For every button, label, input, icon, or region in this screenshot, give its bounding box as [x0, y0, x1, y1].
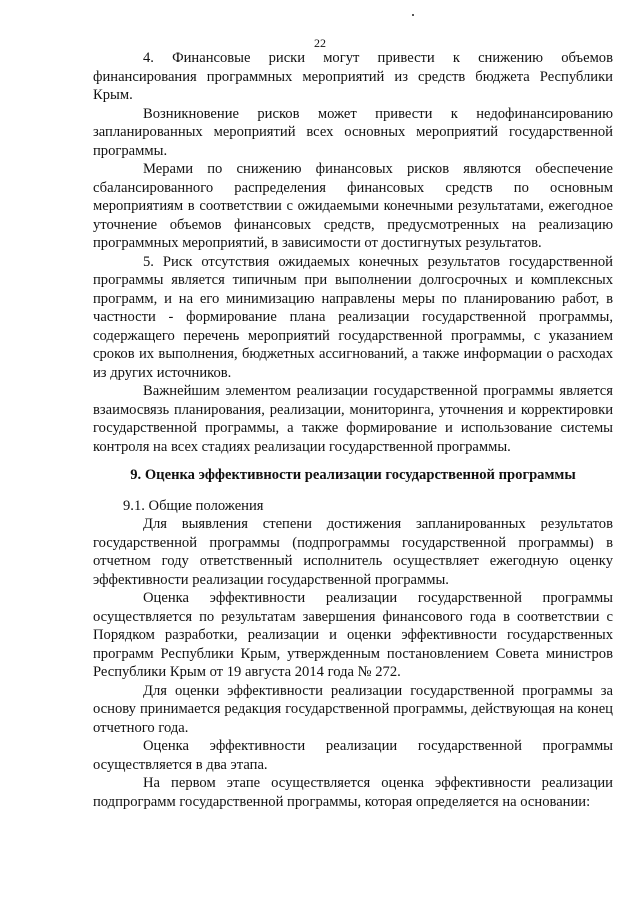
- scan-speck: [412, 14, 414, 16]
- paragraph-program-edition: Для оценки эффективности реализации государственной программы за основу принимается редакция государственной программы, действующая на конец отчетного года.: [93, 682, 613, 736]
- page-number: 22: [314, 36, 326, 50]
- section-heading: 9. Оценка эффективности реализации государственной программы: [130, 467, 576, 483]
- paragraph-key-element: Важнейшим элементом реализации государственной программы является взаимосвязь планирования, реализации, мониторинга, уточнения и корректировки государственной программы, а также формирование и использование системы контроля на всех стадиях реализации государственной программы.: [93, 383, 613, 455]
- paragraph-assessment-basis: Оценка эффективности реализации государственной программы осуществляется по результатам завершения финансового года в соответствии с Порядком разработки, реализации и оценки эффективности государственных программ Республики Крым, утвержденным постановлением Совета министров Республики Крым от 19 августа 2014 года № 272.: [93, 590, 613, 680]
- paragraph-risk-occurrence: Возникновение рисков может привести к недофинансированию запланированных мероприятий всех основных мероприятий государственной программы.: [93, 105, 613, 159]
- paragraph-risk-mitigation: Мерами по снижению финансовых рисков являются обеспечение сбалансированного распределения финансовых средств по основным мероприятиям в соответствии с ожидаемыми конечными результатами, ежегодное уточнение объемов финансовых средств, предусмотренных на реализацию программных мероприятий, в зависимости от достигнутых результатов.: [93, 161, 613, 251]
- page-content: [93, 49, 613, 811]
- paragraph-results-risk: 5. Риск отсутствия ожидаемых конечных результатов государственной программы является типичным при выполнении долгосрочных и комплексных программ, и на его минимизацию направлены меры по планированию работ, в частности - формирование плана реализации государственной программы, содержащего перечень мероприятий государственной программы, с указанием сроков их выполнения, бюджетных ассигнований, а также информации о расходах из других источников.: [93, 253, 613, 381]
- paragraph-financial-risks: 4. Финансовые риски могут привести к снижению объемов финансирования программных мероприятий из средств бюджета Республики Крым.: [93, 50, 613, 103]
- paragraph-annual-assessment: Для выявления степени достижения запланированных результатов государственной программы (подпрограммы государственной программы) в отчетном году ответственный исполнитель осуществляет ежегодную оценку эффективности реализации государственной программы.: [93, 516, 613, 588]
- paragraph-two-stages: Оценка эффективности реализации государственной программы осуществляется в два этапа.: [93, 738, 613, 773]
- paragraph-first-stage: На первом этапе осуществляется оценка эффективности реализации подпрограмм государственной программы, которая определяется на основании:: [93, 775, 613, 810]
- subsection-heading: 9.1. Общие положения: [123, 497, 264, 514]
